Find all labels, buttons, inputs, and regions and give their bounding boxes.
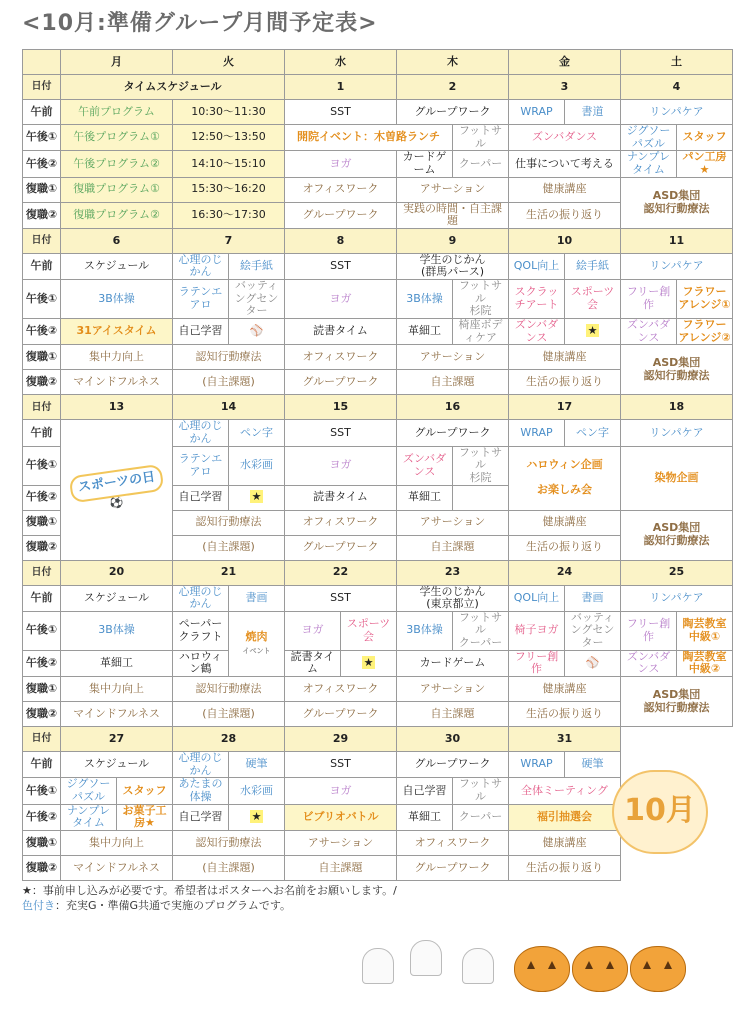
- ghost-icon: [362, 948, 394, 984]
- week4-pm2: 午後② 革細工 ハロウィン鶴 読書タイム ★ カードゲーム フリー創作 ⚾ ズンバダンス 陶芸教室中級②: [23, 650, 733, 676]
- week5-r2: 復職② マインドフルネス (自主課題) 自主課題 グループワーク 生活の振り返り: [23, 855, 733, 880]
- week4-r2: 復職② マインドフルネス (自主課題) グループワーク 自主課題 生活の振り返り: [23, 702, 733, 727]
- sports-day-label: スポーツの日: [68, 464, 164, 504]
- week2-date-row: 日付 6 7 8 9 10 11: [23, 228, 733, 253]
- day-tue: 火: [173, 50, 285, 75]
- week1-am: 午前 午前プログラム 10:30～11:30 SST グループワーク WRAP 書道 リンパケア: [23, 100, 733, 125]
- footnote-color: 色付き：充実G・準備G共通で実施のプログラムです。: [22, 898, 292, 912]
- ball-icon: ⚽: [109, 496, 124, 510]
- week5-pm2: 午後② ナンプレタイム お菓子工房★ 自己学習 ★ ビブリオバトル 革細工 クーパー 福引抽選会: [23, 804, 733, 830]
- week4-pm1: 午後① 3B体操 ペーパークラフト 焼肉 イベント ヨガ スポーツ会 3B体操 フットサル クーパー 椅子ヨガ バッティングセンター フリー創作 陶芸教室中級①: [23, 611, 733, 650]
- week3-pm2: 午後② 自己学習 ★ 読書タイム 革細工: [23, 485, 733, 510]
- day-mon: 月: [61, 50, 173, 75]
- week4-r1: 復職① 集中力向上 認知行動療法 オフィスワーク アサーション 健康講座 ASD集団 認知行動療法: [23, 677, 733, 702]
- week5-date-row: 日付 27 28 29 30 31: [23, 727, 733, 752]
- star-icon: ★: [251, 490, 262, 504]
- pumpkin-icon: [514, 946, 570, 992]
- week1-date-row: 日付 タイムスケジュール 1 2 3 4: [23, 75, 733, 100]
- star-icon: ★: [363, 656, 374, 670]
- star-icon: ★: [251, 809, 262, 823]
- footnote: [22, 884, 397, 914]
- pumpkin-icon: [630, 946, 686, 992]
- week2-pm1: 午後① 3B体操 ラテンエアロ バッティングセンター ヨガ 3B体操 フットサル 杉院 スクラッチアート スポーツ会 フリー創作 フラワーアレンジ①: [23, 280, 733, 319]
- baseball-icon: ⚾: [565, 650, 621, 676]
- ghost-icon: [462, 948, 494, 984]
- day-fri: 金: [509, 50, 621, 75]
- week5-am: 午前 スケジュール 心理のじかん 硬筆 SST グループワーク WRAP 硬筆: [23, 752, 733, 778]
- day-wed: 水: [285, 50, 397, 75]
- schedule-table: [22, 49, 733, 881]
- week2-r2: 復職② マインドフルネス (自主課題) グループワーク 自主課題 生活の振り返り: [23, 370, 733, 395]
- pumpkin-icon: [572, 946, 628, 992]
- day-thu: 木: [397, 50, 509, 75]
- day-sat: 土: [621, 50, 733, 75]
- week2-pm2: 午後② 31アイスタイム 自己学習 ⚾ 読書タイム 革細工 椅座ボディケア ズンバダンス ★ ズンバダンス フラワーアレンジ②: [23, 319, 733, 345]
- baseball-icon: ⚾: [229, 319, 285, 345]
- week1-r1: 復職① 復職プログラム① 15:30～16:20 オフィスワーク アサーション 健康講座 ASD集団 認知行動療法: [23, 177, 733, 202]
- october-badge: 10月: [612, 770, 708, 854]
- ghost-icon: [410, 940, 442, 976]
- page-title: <10月:準備グループ月間予定表>: [22, 11, 378, 36]
- time-schedule-header: タイムスケジュール: [61, 75, 285, 100]
- halloween-decoration: [0, 934, 724, 1014]
- star-icon: ★: [587, 324, 598, 338]
- week1-pm2: 午後② 午後プログラム② 14:10～15:10 ヨガ カードゲーム クーパー 仕事について考える ナンプレタイム パン工房★: [23, 151, 733, 177]
- week2-am: 午前 スケジュール 心理のじかん 絵手紙 SST 学生のじかん (群馬パース) QOL向上 絵手紙 リンパケア: [23, 253, 733, 279]
- week3-date-row: 日付 13 14 15 16 17 18: [23, 395, 733, 420]
- weekday-header: [23, 50, 733, 75]
- footnote-star: ★：事前申し込みが必要です。希望者はポスターへお名前をお願いします。/: [22, 884, 397, 897]
- week1-pm1: 午後① 午後プログラム① 12:50～13:50 開院イベント：木曽路ランチ フットサル ズンバダンス ジグソーパズル スタッフ: [23, 125, 733, 151]
- week2-r1: 復職① 集中力向上 認知行動療法 オフィスワーク アサーション 健康講座 ASD集団 認知行動療法: [23, 345, 733, 370]
- week3-r2: 復職② (自主課題) グループワーク 自主課題 生活の振り返り: [23, 535, 733, 560]
- week3-pm1: 午後① ラテンエアロ 水彩画 ヨガ ズンバダンス フットサル 杉院 ハロウィン企画 お楽しみ会 染物企画: [23, 446, 733, 485]
- week1-r2: 復職② 復職プログラム② 16:30～17:30 グループワーク 実践の時間・自主課題 生活の振り返り: [23, 202, 733, 228]
- week4-date-row: 日付 20 21 22 23 24 25: [23, 560, 733, 585]
- sports-day-cell: [61, 420, 173, 560]
- week4-am: 午前 スケジュール 心理のじかん 書画 SST 学生のじかん (東京都立) QOL向上 書画 リンパケア: [23, 585, 733, 611]
- week3-am: 午前 スポーツの日 ⚽ 心理のじかん ペン字 SST グループワーク WRAP ペン字 リンパケア: [23, 420, 733, 446]
- week5-r1: 復職① 集中力向上 認知行動療法 アサーション オフィスワーク 健康講座: [23, 830, 733, 855]
- week3-r1: 復職① 認知行動療法 オフィスワーク アサーション 健康講座 ASD集団 認知行動療法: [23, 510, 733, 535]
- week5-pm1: 午後① ジグソーパズル スタッフ あたまの体操 水彩画 ヨガ 自己学習 フットサル 全体ミーティング: [23, 778, 733, 804]
